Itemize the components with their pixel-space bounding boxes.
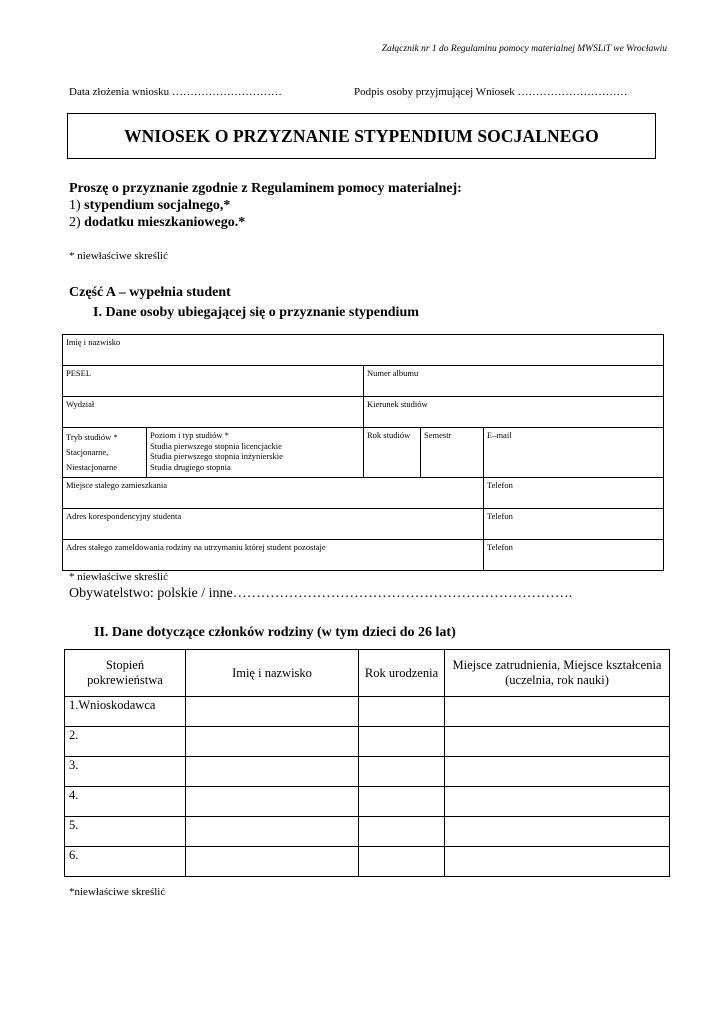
phone-field[interactable] [484, 478, 664, 509]
faculty-field[interactable] [63, 397, 364, 428]
workplace-cell[interactable] [445, 727, 670, 757]
strike-note: * niewłaściwe skreślić [69, 250, 168, 262]
strike-note: *niewłaściwe skreślić [69, 886, 166, 898]
name-cell[interactable] [186, 787, 359, 817]
semester-label: Semestr [424, 430, 452, 440]
name-cell[interactable] [186, 847, 359, 877]
request-intro: Proszę o przyznanie zgodnie z Regulaminem pomocy materialnej: [69, 181, 462, 196]
citizenship-field[interactable]: Obywatelstwo: polskie / inne………………………………………………………………. [69, 586, 573, 601]
name-label: Imię i nazwisko [66, 337, 121, 347]
study-year-field[interactable] [364, 428, 421, 478]
applicant-data-table [62, 334, 664, 571]
study-mode-label: Tryb studiów * [66, 432, 118, 442]
birth-year-cell[interactable] [359, 787, 445, 817]
correspondence-address-label: Adres korespondencyjny studenta [66, 511, 182, 521]
birth-year-cell[interactable] [359, 847, 445, 877]
receiver-signature-line[interactable]: Podpis osoby przyjmującej Wniosek ………………………… [354, 86, 628, 98]
birth-year-cell[interactable] [359, 727, 445, 757]
faculty-label: Wydział [66, 399, 95, 409]
column-header-relationship: Stopień pokrewieństwa [65, 650, 186, 697]
family-members-table [64, 649, 670, 877]
phone-label: Telefon [487, 511, 513, 521]
table-row [65, 727, 670, 757]
workplace-cell[interactable] [445, 817, 670, 847]
residence-field[interactable] [63, 478, 484, 509]
section-1-heading: I. Dane osoby ubiegającej się o przyznanie stypendium [93, 305, 419, 320]
email-field[interactable] [484, 428, 664, 478]
study-level-option[interactable]: Studia drugiego stopnia [150, 461, 231, 472]
phone-label: Telefon [487, 542, 513, 552]
request-item-number: 1) [69, 198, 81, 213]
workplace-cell[interactable] [445, 757, 670, 787]
strike-note: * niewłaściwe skreślić [69, 571, 168, 583]
relationship-cell[interactable]: 1.Wnioskodawca [65, 697, 186, 727]
table-row [65, 697, 670, 727]
residence-label: Miejsce stałego zamieszkania [66, 480, 168, 490]
study-level-field[interactable] [147, 428, 364, 478]
phone-field[interactable] [484, 509, 664, 540]
study-year-label: Rok studiów [367, 430, 411, 440]
table-row [65, 757, 670, 787]
study-level-option[interactable]: Studia pierwszego stopnia licencjackie [150, 440, 282, 451]
column-header-workplace: Miejsce zatrudnienia, Miejsce kształcenia (uczelnia, rok nauki) [445, 650, 670, 697]
name-field[interactable] [63, 335, 664, 366]
email-label: E–mail [487, 430, 512, 440]
album-number-field[interactable] [364, 366, 664, 397]
field-of-study-label: Kierunek studiów [367, 399, 428, 409]
relationship-cell[interactable]: 6. [65, 847, 186, 877]
birth-year-cell[interactable] [359, 697, 445, 727]
column-header-birth-year: Rok urodzenia [359, 650, 445, 697]
study-mode-option[interactable]: Niestacjonarne [66, 462, 117, 472]
family-address-label: Adres stałego zameldowania rodziny na utrzymaniu której student pozostaje [66, 542, 326, 552]
form-title: WNIOSEK O PRZYZNANIE STYPENDIUM SOCJALNEGO [67, 113, 656, 159]
name-cell[interactable] [186, 817, 359, 847]
request-item-label: dodatku mieszkaniowego.* [84, 215, 246, 230]
workplace-cell[interactable] [445, 697, 670, 727]
table-row [65, 787, 670, 817]
section-2-heading: II. Dane dotyczące członków rodziny (w tym dzieci do 26 lat) [94, 625, 456, 640]
request-item-scholarship[interactable] [69, 197, 462, 214]
name-cell[interactable] [186, 757, 359, 787]
submission-date-line[interactable]: Data złożenia wniosku ………………………… [69, 86, 282, 98]
semester-field[interactable] [421, 428, 484, 478]
study-level-option[interactable]: Studia pierwszego stopnia inżynierskie [150, 451, 283, 461]
correspondence-address-field[interactable] [63, 509, 484, 540]
study-mode-field[interactable] [63, 428, 147, 478]
album-number-label: Numer albumu [367, 368, 419, 378]
relationship-cell[interactable]: 3. [65, 757, 186, 787]
study-level-label: Poziom i typ studiów * [150, 430, 229, 440]
request-item-housing[interactable] [69, 214, 462, 231]
name-cell[interactable] [186, 727, 359, 757]
birth-year-cell[interactable] [359, 817, 445, 847]
relationship-cell[interactable]: 5. [65, 817, 186, 847]
table-row [65, 817, 670, 847]
part-a-heading: Część A – wypełnia student [69, 285, 231, 300]
column-header-name: Imię i nazwisko [186, 650, 359, 697]
study-mode-option[interactable]: Stacjonarne, [66, 447, 109, 457]
field-of-study-field[interactable] [364, 397, 664, 428]
relationship-cell[interactable]: 2. [65, 727, 186, 757]
attachment-note: Załącznik nr 1 do Regulaminu pomocy materialnej MWSLiT we Wrocławiu [381, 44, 667, 54]
workplace-cell[interactable] [445, 847, 670, 877]
relationship-cell[interactable]: 4. [65, 787, 186, 817]
request-item-label: stypendium socjalnego,* [84, 198, 231, 213]
request-item-number: 2) [69, 215, 81, 230]
phone-label: Telefon [487, 480, 513, 490]
table-row [65, 847, 670, 877]
birth-year-cell[interactable] [359, 757, 445, 787]
pesel-label: PESEL [66, 368, 92, 378]
workplace-cell[interactable] [445, 787, 670, 817]
pesel-field[interactable] [63, 366, 364, 397]
phone-field[interactable] [484, 540, 664, 571]
family-address-field[interactable] [63, 540, 484, 571]
name-cell[interactable] [186, 697, 359, 727]
request-block [69, 180, 462, 231]
